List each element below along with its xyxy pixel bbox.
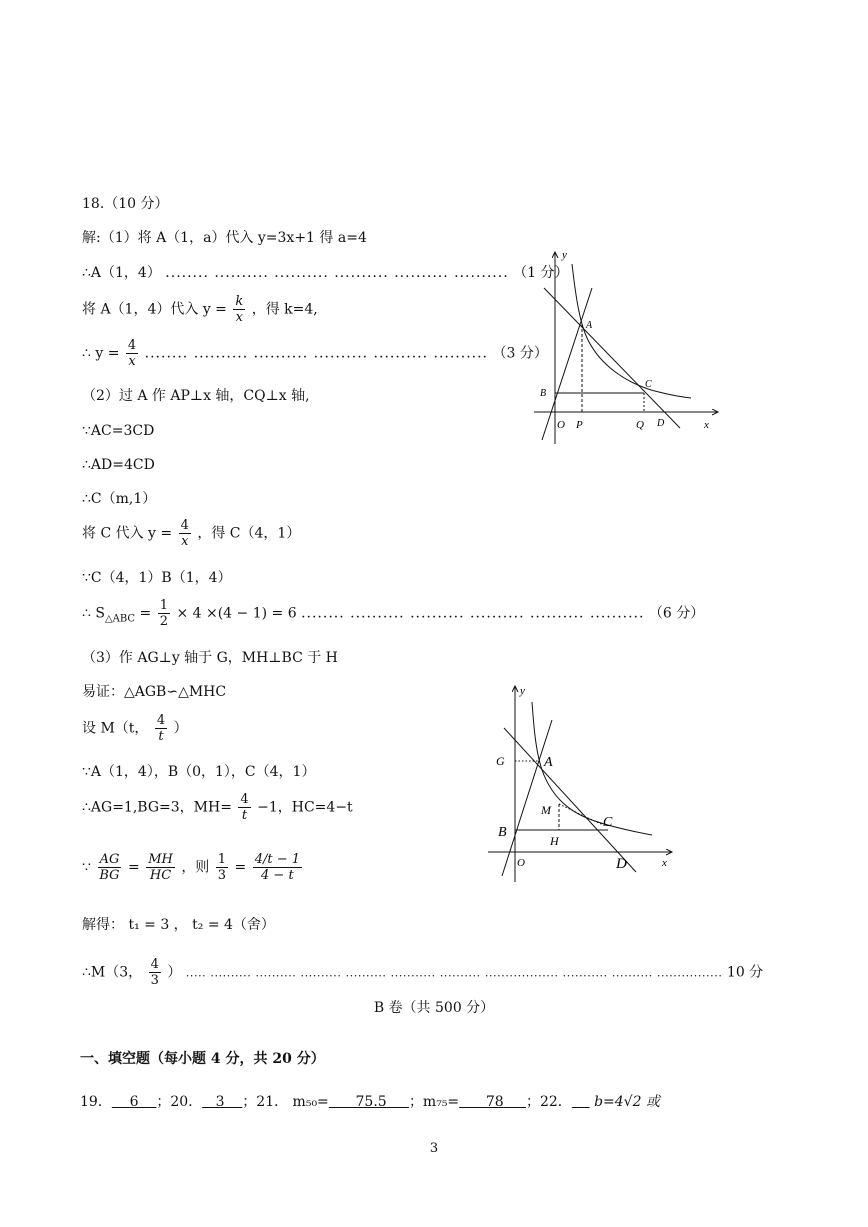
- label-b: B: [498, 825, 507, 840]
- fraction-one-third: [216, 852, 228, 883]
- part3-line8: [82, 957, 763, 988]
- fraction-one-half: [158, 598, 170, 629]
- part3-line2: 易证：△AGB∽△MHC: [82, 684, 227, 700]
- fraction-4-over-3: [149, 957, 161, 988]
- part1-line2: [82, 263, 568, 283]
- q19-answer: [112, 1094, 157, 1110]
- label-y: y: [562, 249, 567, 261]
- part2-line4: ∴C（m,1）: [82, 491, 157, 507]
- part2-line5: [82, 518, 300, 549]
- substitution-text: 将 A（1，4）代入 y =: [82, 301, 227, 318]
- label-x: x: [662, 857, 667, 869]
- fraction-denominator: x: [181, 534, 189, 549]
- question-18-header: 18.（10 分）: [82, 196, 169, 212]
- fraction-denominator: t: [241, 808, 248, 823]
- fill-in-answers: [80, 1092, 660, 1112]
- substitution-text: 将 C 代入 y =: [82, 525, 173, 542]
- line-ab: [542, 288, 592, 440]
- fraction-complex: [253, 852, 302, 883]
- fraction-numerator: 4: [127, 338, 137, 353]
- q22-blank: [572, 1094, 590, 1110]
- lengths-suffix: −1，HC=4−t: [257, 799, 353, 816]
- part2-line6: ∵C（4，1）B（1，4）: [82, 570, 232, 586]
- q20-answer-value: 3: [215, 1094, 225, 1110]
- equals-sign: =: [128, 859, 140, 876]
- fraction-numerator: 4: [156, 713, 166, 728]
- part2-line3: ∴AD=4CD: [82, 457, 155, 473]
- because-symbol: ∵: [82, 859, 91, 876]
- figure-1-graph: [526, 244, 726, 450]
- q22-label: ；22．: [525, 1094, 572, 1110]
- fraction-numerator: MH: [148, 852, 173, 867]
- line-acd: [504, 728, 636, 872]
- fraction-denominator: x: [128, 354, 136, 369]
- score-mark: 10 分: [726, 964, 764, 981]
- label-d: D: [616, 856, 627, 872]
- fraction-denominator: 2: [159, 614, 168, 629]
- label-d: D: [657, 418, 665, 429]
- m-coord-suffix: ）: [173, 720, 188, 737]
- then-text: ，则: [181, 859, 210, 876]
- label-y: y: [520, 685, 525, 697]
- leader-dots: ........ .......... .......... .......... .......... ..........: [144, 345, 489, 362]
- lengths-prefix: ∴AG=1,BG=3，MH=: [82, 799, 232, 816]
- fraction-denominator: t: [158, 729, 164, 744]
- q21-m50-value: 75.5: [355, 1094, 387, 1110]
- fraction-numerator: 4: [240, 792, 249, 807]
- fraction-numerator: k: [235, 294, 244, 309]
- q21-m75-value: 78: [485, 1094, 504, 1110]
- fraction-numerator: AG: [99, 852, 120, 867]
- area-subscript: △ABC: [104, 613, 136, 625]
- fraction-denominator: 4 − t: [261, 868, 294, 883]
- part3-line4: ∵A（1，4），B（0，1），C（4，1）: [82, 764, 316, 780]
- section-b-title: B 卷（共 500 分）: [373, 1000, 495, 1016]
- fraction-numerator: 1: [159, 598, 168, 613]
- fraction-denominator: HC: [149, 868, 172, 883]
- m-result-prefix: ∴M（3，: [82, 964, 143, 981]
- fraction-numerator: 4: [150, 957, 159, 972]
- fraction-denominator: 3: [150, 973, 159, 988]
- fraction-denominator: 3: [217, 868, 227, 883]
- part1-line3: [82, 294, 318, 325]
- label-m: M: [541, 803, 551, 817]
- fraction-mh-over-hc: [146, 852, 175, 883]
- fraction-denominator: x: [235, 310, 243, 325]
- q20-label: ；20．: [156, 1094, 203, 1110]
- m-result-suffix: ）: [167, 964, 182, 981]
- k-result: ，得 k=4,: [251, 301, 318, 318]
- label-a: A: [586, 320, 593, 331]
- fraction-4-over-t: [238, 792, 250, 823]
- part3-line3: [82, 713, 188, 744]
- figure-2-graph: [486, 680, 682, 886]
- part2-line7: [82, 598, 704, 629]
- page-number: 3: [429, 1141, 439, 1156]
- label-x: x: [704, 419, 709, 431]
- fraction-denominator: BG: [99, 868, 120, 883]
- fraction-numerator: 4/t − 1: [254, 852, 300, 867]
- label-h: H: [550, 834, 559, 848]
- score-mark: （1 分）: [513, 265, 569, 281]
- q21-answer-m50: [329, 1094, 409, 1110]
- equals-sign: =: [234, 859, 247, 876]
- fraction-4-over-t: [155, 713, 167, 744]
- fill-in-section-title: 一、填空题（每小题 4 分，共 20 分）: [80, 1051, 325, 1067]
- label-q: Q: [636, 419, 644, 431]
- fraction-numerator: 4: [180, 518, 189, 533]
- line-ba: [502, 720, 552, 876]
- line-acd: [544, 288, 680, 428]
- c-result: ，得 C（4，1）: [197, 525, 301, 542]
- q21-answer-m75: [459, 1094, 526, 1110]
- score-mark: （3 分）: [492, 345, 548, 362]
- q20-answer: [202, 1094, 242, 1110]
- leader-dots: ........ .......... .......... .......... .......... ..........: [301, 605, 645, 622]
- part3-line7: 解得： t₁ = 3 ， t₂ = 4（舍）: [82, 917, 275, 933]
- fraction-ag-over-bg: [97, 852, 121, 883]
- area-symbol: ∴ S: [82, 605, 105, 622]
- label-c: C: [603, 815, 613, 830]
- score-mark: （6 分）: [648, 605, 705, 622]
- q22-answer: b=4√2 或: [594, 1094, 660, 1110]
- q21-m75-label: ；m₇₅=: [408, 1094, 460, 1110]
- area-expression: × 4 ×(4 − 1) = 6: [176, 605, 297, 622]
- fraction-4-over-x: [179, 518, 191, 549]
- label-g: G: [496, 754, 505, 768]
- leader-dots: ..... .......... .......... .......... .......... ........... .......... .................. ........... .......... ................: [185, 966, 723, 980]
- fraction-k-over-x: [233, 294, 245, 325]
- function-prefix: ∴ y =: [82, 345, 120, 362]
- part2-line1: （2）过 A 作 AP⊥x 轴，CQ⊥x 轴,: [82, 388, 310, 404]
- label-c: C: [645, 379, 652, 390]
- part3-line6: [82, 852, 304, 883]
- part3-line1: （3）作 AG⊥y 轴于 G，MH⊥BC 于 H: [82, 650, 338, 666]
- m-coord-prefix: 设 M（t，: [82, 720, 149, 737]
- q19-label: 19．: [80, 1094, 112, 1110]
- point-a-result: ∴A（1，4）: [82, 265, 161, 281]
- equals-sign: =: [139, 605, 152, 622]
- part2-line2: ∵AC=3CD: [82, 423, 155, 439]
- fraction-4-over-x: [126, 338, 138, 369]
- label-b: B: [540, 388, 547, 399]
- part1-line4: [82, 338, 548, 369]
- q21-label: ；21． m₅₀=: [242, 1094, 329, 1110]
- label-o: O: [557, 419, 565, 431]
- fraction-numerator: 1: [217, 852, 227, 867]
- part1-line1: 解:（1）将 A（1，a）代入 y=3x+1 得 a=4: [82, 230, 367, 246]
- leader-dots: ........ .......... .......... .......... .......... ..........: [165, 265, 509, 281]
- label-p: P: [576, 419, 583, 431]
- part3-line5: [82, 792, 353, 823]
- label-o: O: [517, 857, 525, 869]
- label-a: A: [544, 755, 553, 770]
- q19-answer-value: 6: [129, 1094, 139, 1110]
